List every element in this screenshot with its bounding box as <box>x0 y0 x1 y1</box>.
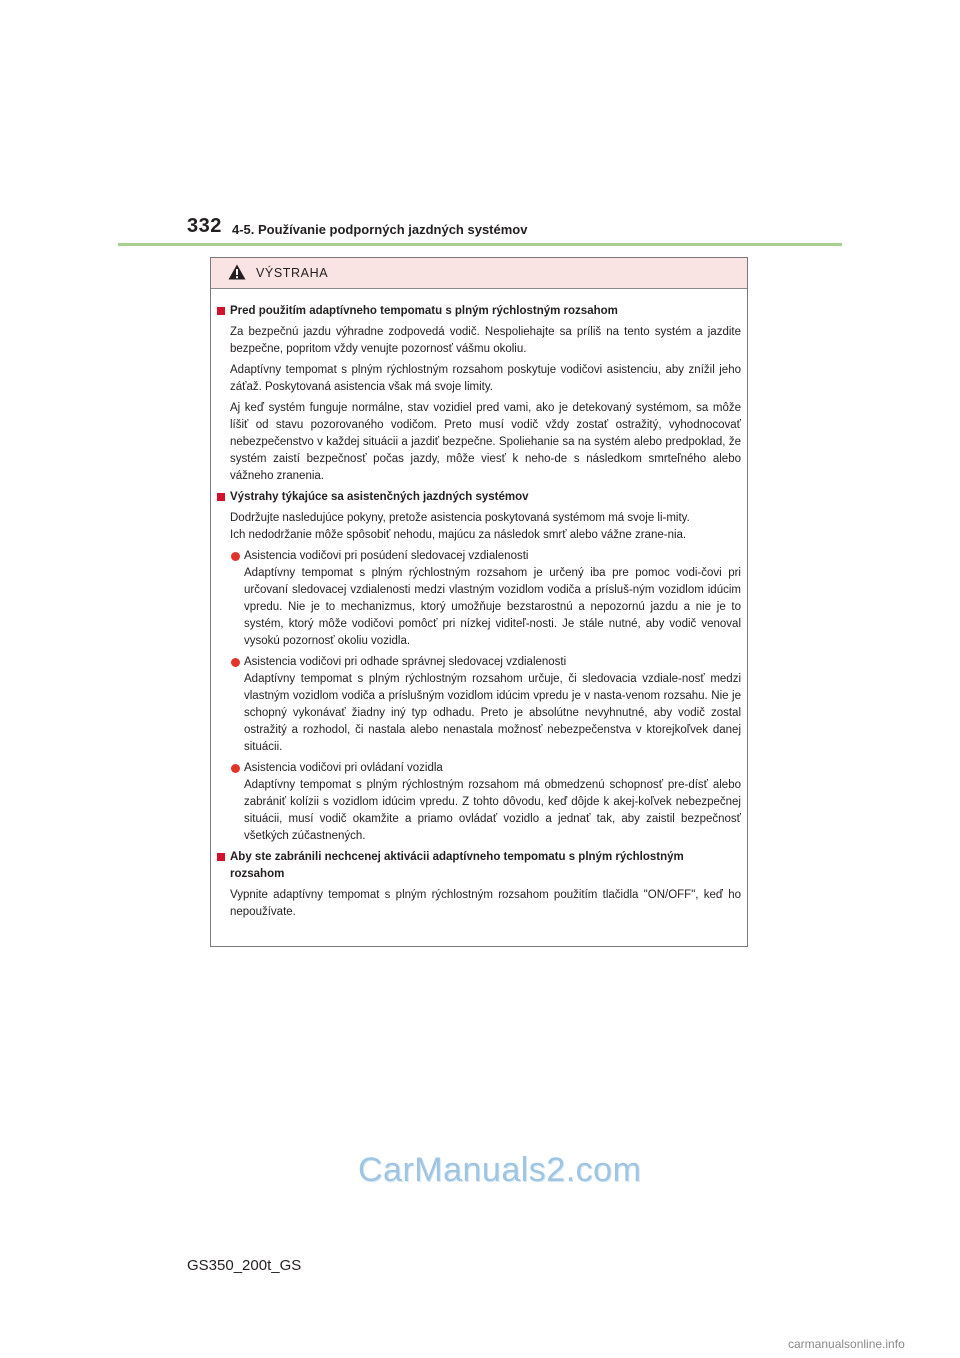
warning-header <box>211 258 747 289</box>
list-item <box>244 760 741 845</box>
warning-body <box>211 289 747 921</box>
section-title: 4-5. Používanie podporných jazdných systémov <box>232 222 528 237</box>
header-rule <box>118 243 842 246</box>
warning-triangle-icon <box>228 264 246 280</box>
heading-square-icon <box>217 493 225 501</box>
list-item <box>244 548 741 650</box>
site-watermark: carmanualsonline.info <box>788 1337 905 1351</box>
heading-text: Aby ste zabránili nechcenej aktivácii adaptívneho tempomatu s plným rýchlostným rozsahom <box>230 851 684 880</box>
section-heading <box>217 303 741 320</box>
list-item <box>244 654 741 756</box>
bullet-text: Adaptívny tempomat s plným rýchlostným rozsahom je určený iba pre pomoc vodi-čovi pri určovaní sledovacej vzdialenosti medzi vlastným vozidlom vodiča a prísluš-ným vozidlom idúcim vpredu. Nie je to mechanizmus, ktorý umožňuje bezstarostnú a nepozornú jazdu a nie je to systém, ktorý môže vodičovi pomôcť pri nízkej viditeľ-nosti. Je stále nutné, aby vodič venoval vysokú pozornosť okoliu vozidla. <box>244 567 741 647</box>
heading-text: Výstrahy týkajúce sa asistenčných jazdných systémov <box>230 491 529 503</box>
section-heading <box>217 489 741 506</box>
bullet-dot-icon <box>231 552 240 561</box>
bullet-title: Asistencia vodičovi pri odhade správnej sledovacej vzdialenosti <box>244 656 567 668</box>
paragraph: Za bezpečnú jazdu výhradne zodpovedá vodič. Nespoliehajte sa príliš na tento systém a jazdite bezpečne, popritom vždy venujte pozornosť vášmu okoliu. <box>230 326 741 355</box>
warning-title: VÝSTRAHA <box>256 266 329 280</box>
warning-box <box>210 257 748 947</box>
model-code: GS350_200t_GS <box>187 1257 302 1274</box>
bullet-text: Adaptívny tempomat s plným rýchlostným rozsahom má obmedzenú schopnosť pre-dísť alebo zabrániť kolízii s vozidlom idúcim vpredu. Z tohto dôvodu, keď dôjde k akej-koľvek nebezpečnej situácii, musí vodič okamžite a priamo ovládať vozidlo a jednať tak, aby zaistil bezpečnosť všetkých zúčastnených. <box>244 779 741 842</box>
heading-square-icon <box>217 853 225 861</box>
paragraph: Aj keď systém funguje normálne, stav vozidiel pred vami, ako je detekovaný systémom, sa môže líšiť od stavu pozorovaného vodičom. Preto musí vodič vždy zostať ostražitý, vyhodnocovať nebezpečenstvo v každej situácii a jazdiť bezpečne. Spoliehanie sa na systém alebo predpoklad, že systém zaistí bezpečnosť počas jazdy, môže viesť k neho-de s následkom smrteľného alebo vážneho zranenia. <box>230 402 741 482</box>
bullet-dot-icon <box>231 764 240 773</box>
paragraph: Dodržujte nasledujúce pokyny, pretože asistencia poskytovaná systémom má svoje li-mity. Ich nedodržanie môže spôsobiť nehodu, majúcu za následok smrť alebo vážne zrane-nia. <box>230 512 690 541</box>
bullet-title: Asistencia vodičovi pri ovládaní vozidla <box>244 762 443 774</box>
watermark-logo: CarManuals2.com <box>358 1151 642 1189</box>
heading-square-icon <box>217 307 225 315</box>
section-heading <box>217 849 741 883</box>
heading-text: Pred použitím adaptívneho tempomatu s plným rýchlostným rozsahom <box>230 305 618 317</box>
bullet-text: Adaptívny tempomat s plným rýchlostným rozsahom určuje, či sledovacia vzdiale-nosť medzi vlastným vozidlom vodiča a príslušným vozidlom idúcim vpredu je v nasta-venom rozsahu. Nie je schopný vykonávať žiadny iný typ odhadu. Preto je absolútne nevyhnutné, aby vodič zostal ostražitý a rozhodol, či nastala alebo nenastala možnosť nebezpečenstva v ktorejkoľvek danej situácii. <box>244 673 741 753</box>
paragraph: Adaptívny tempomat s plným rýchlostným rozsahom poskytuje vodičovi asistenciu, aby znížil jeho záťaž. Poskytovaná asistencia však má svoje limity. <box>230 364 741 393</box>
bullet-title: Asistencia vodičovi pri posúdení sledovacej vzdialenosti <box>244 550 529 562</box>
bullet-dot-icon <box>231 658 240 667</box>
page-number: 332 <box>187 215 222 237</box>
paragraph: Vypnite adaptívny tempomat s plným rýchlostným rozsahom použitím tlačidla "ON/OFF", keď ho nepoužívate. <box>230 889 741 918</box>
